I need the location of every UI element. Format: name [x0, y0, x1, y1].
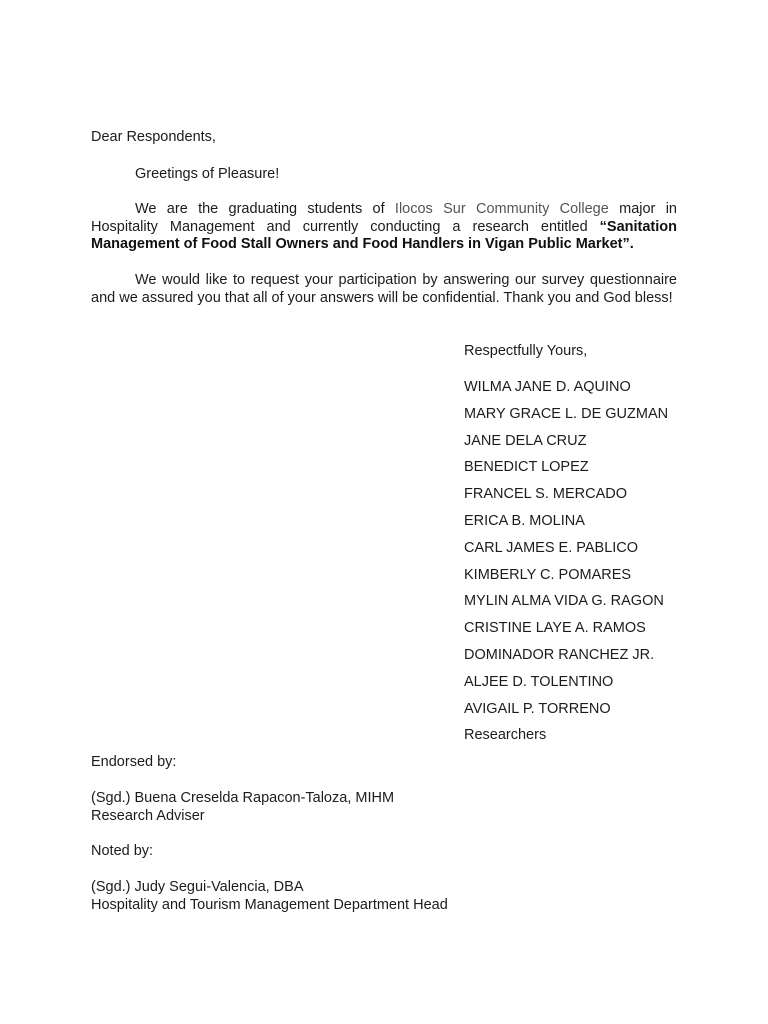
- researcher-name: BENEDICT LOPEZ: [464, 459, 589, 476]
- intro-text-part1: We are the graduating students of: [135, 201, 395, 217]
- college-name: Ilocos Sur Community College: [394, 201, 609, 217]
- salutation: Dear Respondents,: [91, 129, 216, 145]
- researcher-name: DOMINADOR RANCHEZ JR.: [464, 646, 655, 663]
- researcher-name: MARY GRACE L. DE GUZMAN: [464, 405, 669, 422]
- noter-position: Hospitality and Tourism Management Department Head: [91, 896, 448, 913]
- endorsed-by-label: Endorsed by:: [91, 754, 177, 770]
- researcher-name: ERICA B. MOLINA: [464, 512, 585, 529]
- endorser-position: Research Adviser: [91, 807, 205, 824]
- intro-text-part2: major in Hospitality Management and currently conducting a research entitled: [91, 201, 677, 235]
- noter-block: [91, 879, 448, 914]
- request-text: We would like to request your participation by answering our survey questionnaire and we assured you that all of your answers will be confidential. Thank you and God bless!: [91, 272, 677, 306]
- researcher-name: MYLIN ALMA VIDA G. RAGON: [464, 593, 664, 610]
- researcher-name: CRISTINE LAYE A. RAMOS: [464, 620, 646, 637]
- researcher-name: JANE DELA CRUZ: [464, 432, 587, 449]
- noter-name: (Sgd.) Judy Segui-Valencia, DBA: [91, 879, 304, 895]
- request-paragraph: [91, 272, 677, 307]
- endorser-name: (Sgd.) Buena Creselda Rapacon-Taloza, MIHM: [91, 790, 395, 806]
- researcher-name: ALJEE D. TOLENTINO: [464, 673, 614, 690]
- researcher-list: [464, 379, 668, 727]
- researcher-name: FRANCEL S. MERCADO: [464, 486, 628, 503]
- researcher-name: CARL JAMES E. PABLICO: [464, 539, 639, 556]
- noted-by-label: Noted by:: [91, 843, 154, 859]
- researcher-name: KIMBERLY C. POMARES: [464, 566, 632, 583]
- intro-paragraph: [91, 201, 677, 254]
- greeting-text: Greetings of Pleasure!: [135, 166, 280, 182]
- greeting-line: [91, 166, 677, 184]
- researcher-name: AVIGAIL P. TORRENO: [464, 700, 611, 717]
- endorser-block: [91, 790, 394, 825]
- closing-line: Respectfully Yours,: [464, 343, 588, 359]
- research-title: “Sanitation Management of Food Stall Owners and Food Handlers in Vigan Public Market”.: [91, 218, 677, 252]
- researchers-label: Researchers: [464, 727, 547, 743]
- researcher-name: WILMA JANE D. AQUINO: [464, 379, 631, 395]
